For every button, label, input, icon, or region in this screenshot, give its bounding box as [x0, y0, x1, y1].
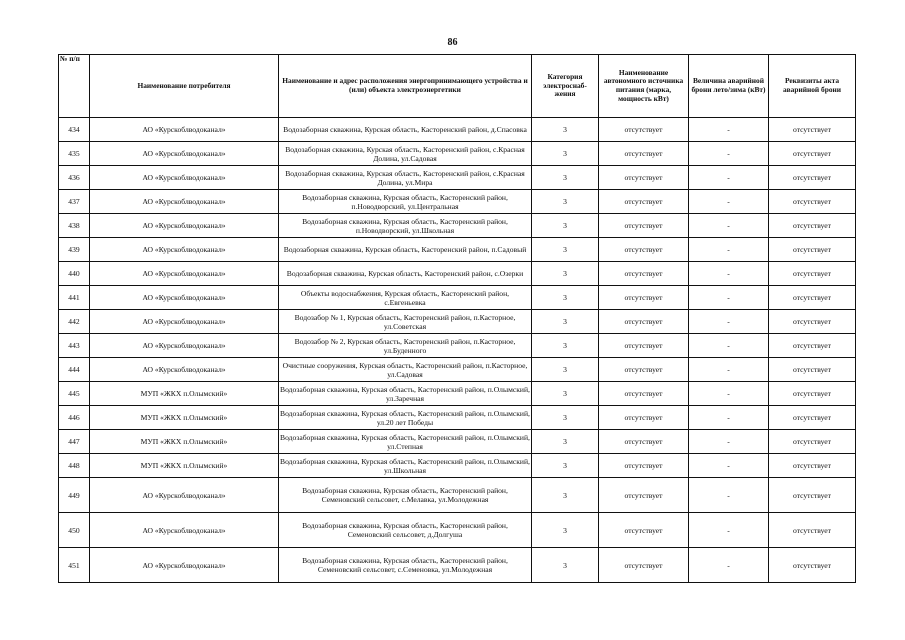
table-header-row [59, 55, 856, 118]
table-row [59, 478, 856, 513]
header-num: № п/п [59, 55, 90, 118]
table-row [59, 166, 856, 190]
cell-num: 450 [59, 513, 90, 548]
cell-consumer: МУП «ЖКХ п.Олымский» [90, 382, 279, 406]
cell-autonomous: отсутствует [599, 334, 689, 358]
cell-reserve: - [689, 166, 769, 190]
cell-autonomous: отсутствует [599, 513, 689, 548]
cell-object: Водозаборная скважина, Курская область, Касторенский район, п.Олымский, ул.Заречная [279, 382, 532, 406]
cell-autonomous: отсутствует [599, 262, 689, 286]
cell-act: отсутствует [769, 166, 856, 190]
header-autonomous: Наименование автономного источника питания (марка, мощность кВт) [599, 55, 689, 118]
cell-reserve: - [689, 286, 769, 310]
cell-act: отсутствует [769, 478, 856, 513]
cell-reserve: - [689, 478, 769, 513]
page-number: 86 [447, 37, 458, 48]
cell-category: 3 [532, 406, 599, 430]
cell-act: отсутствует [769, 358, 856, 382]
cell-num: 449 [59, 478, 90, 513]
header-act: Реквизиты акта аварийной брони [769, 55, 856, 118]
cell-act: отсутствует [769, 430, 856, 454]
table-row [59, 262, 856, 286]
cell-act: отсутствует [769, 513, 856, 548]
cell-consumer: МУП «ЖКХ п.Олымский» [90, 430, 279, 454]
cell-act: отсутствует [769, 190, 856, 214]
cell-act: отсутствует [769, 334, 856, 358]
cell-reserve: - [689, 454, 769, 478]
cell-consumer: АО «Курскоблводоканал» [90, 214, 279, 238]
cell-autonomous: отсутствует [599, 406, 689, 430]
cell-consumer: МУП «ЖКХ п.Олымский» [90, 406, 279, 430]
cell-reserve: - [689, 548, 769, 583]
cell-autonomous: отсутствует [599, 478, 689, 513]
cell-category: 3 [532, 548, 599, 583]
table-body [59, 118, 856, 583]
cell-act: отсутствует [769, 142, 856, 166]
cell-reserve: - [689, 334, 769, 358]
cell-category: 3 [532, 334, 599, 358]
header-category: Категория электроснаб-жения [532, 55, 599, 118]
table-row [59, 382, 856, 406]
cell-consumer: АО «Курскоблводоканал» [90, 118, 279, 142]
cell-num: 441 [59, 286, 90, 310]
cell-object: Водозаборная скважина, Курская область, Касторенский район, п.Садовый [279, 238, 532, 262]
cell-object: Очистные сооружения, Курская область, Касторенский район, п.Касторное, ул.Садовая [279, 358, 532, 382]
cell-num: 434 [59, 118, 90, 142]
cell-consumer: АО «Курскоблводоканал» [90, 478, 279, 513]
cell-consumer: МУП «ЖКХ п.Олымский» [90, 454, 279, 478]
cell-category: 3 [532, 262, 599, 286]
cell-num: 444 [59, 358, 90, 382]
cell-num: 443 [59, 334, 90, 358]
cell-num: 435 [59, 142, 90, 166]
cell-autonomous: отсутствует [599, 190, 689, 214]
cell-autonomous: отсутствует [599, 454, 689, 478]
cell-object: Водозаборная скважина, Курская область, Касторенский район, с.Красная Долина, ул.Садовая [279, 142, 532, 166]
table-row [59, 358, 856, 382]
table-row [59, 118, 856, 142]
table-row [59, 142, 856, 166]
cell-object: Объекты водоснабжения, Курская область, Касторенский район, с.Евгеньевка [279, 286, 532, 310]
table-row [59, 454, 856, 478]
cell-reserve: - [689, 358, 769, 382]
cell-act: отсутствует [769, 118, 856, 142]
cell-num: 447 [59, 430, 90, 454]
cell-consumer: АО «Курскоблводоканал» [90, 166, 279, 190]
cell-num: 437 [59, 190, 90, 214]
cell-reserve: - [689, 262, 769, 286]
cell-num: 439 [59, 238, 90, 262]
cell-act: отсутствует [769, 262, 856, 286]
cell-consumer: АО «Курскоблводоканал» [90, 513, 279, 548]
cell-autonomous: отсутствует [599, 118, 689, 142]
cell-object: Водозаборная скважина, Курская область, Касторенский район, п.Новодворский, ул.Центральная [279, 190, 532, 214]
cell-autonomous: отсутствует [599, 286, 689, 310]
cell-reserve: - [689, 142, 769, 166]
cell-act: отсутствует [769, 310, 856, 334]
cell-reserve: - [689, 190, 769, 214]
cell-category: 3 [532, 382, 599, 406]
energy-consumers-table [58, 54, 856, 583]
table-row [59, 214, 856, 238]
cell-category: 3 [532, 118, 599, 142]
table-row [59, 430, 856, 454]
cell-act: отсутствует [769, 406, 856, 430]
cell-reserve: - [689, 430, 769, 454]
cell-category: 3 [532, 513, 599, 548]
cell-object: Водозаборная скважина, Курская область, Касторенский район, Семеновский сельсовет, д.Долгуша [279, 513, 532, 548]
cell-reserve: - [689, 214, 769, 238]
cell-num: 446 [59, 406, 90, 430]
header-reserve: Величина аварийной брони лето/зима (кВт) [689, 55, 769, 118]
cell-object: Водозаборная скважина, Курская область, Касторенский район, п.Олымский, ул.Школьная [279, 454, 532, 478]
cell-num: 438 [59, 214, 90, 238]
cell-act: отсутствует [769, 238, 856, 262]
cell-num: 440 [59, 262, 90, 286]
cell-reserve: - [689, 238, 769, 262]
cell-autonomous: отсутствует [599, 142, 689, 166]
cell-category: 3 [532, 238, 599, 262]
cell-autonomous: отсутствует [599, 548, 689, 583]
cell-act: отсутствует [769, 214, 856, 238]
table-row [59, 334, 856, 358]
cell-object: Водозаборная скважина, Курская область, Касторенский район, д.Спасовка [279, 118, 532, 142]
table-row [59, 238, 856, 262]
table-row [59, 406, 856, 430]
cell-object: Водозаборная скважина, Курская область, Касторенский район, с.Красная Долина, ул.Мира [279, 166, 532, 190]
cell-object: Водозаборная скважина, Курская область, Касторенский район, п.Олымский, ул.20 лет Победы [279, 406, 532, 430]
cell-consumer: АО «Курскоблводоканал» [90, 334, 279, 358]
cell-num: 442 [59, 310, 90, 334]
cell-consumer: АО «Курскоблводоканал» [90, 190, 279, 214]
cell-object: Водозабор № 2, Курская область, Касторенский район, п.Касторное, ул.Буденного [279, 334, 532, 358]
cell-object: Водозабор № 1, Курская область, Касторенский район, п.Касторное, ул.Советская [279, 310, 532, 334]
cell-num: 451 [59, 548, 90, 583]
cell-category: 3 [532, 190, 599, 214]
cell-autonomous: отсутствует [599, 238, 689, 262]
cell-category: 3 [532, 310, 599, 334]
cell-reserve: - [689, 118, 769, 142]
cell-num: 448 [59, 454, 90, 478]
cell-category: 3 [532, 214, 599, 238]
cell-num: 436 [59, 166, 90, 190]
cell-consumer: АО «Курскоблводоканал» [90, 238, 279, 262]
header-consumer: Наименование потребителя [90, 55, 279, 118]
cell-act: отсутствует [769, 286, 856, 310]
cell-category: 3 [532, 430, 599, 454]
header-object: Наименование и адрес расположения энергопринимающего устройства и (или) объекта электроэнергетики [279, 55, 532, 118]
cell-category: 3 [532, 454, 599, 478]
cell-autonomous: отсутствует [599, 358, 689, 382]
cell-autonomous: отсутствует [599, 430, 689, 454]
cell-act: отсутствует [769, 382, 856, 406]
cell-consumer: АО «Курскоблводоканал» [90, 548, 279, 583]
cell-num: 445 [59, 382, 90, 406]
cell-object: Водозаборная скважина, Курская область, Касторенский район, Семеновский сельсовет, с.Семеновка, ул.Молодежная [279, 548, 532, 583]
cell-consumer: АО «Курскоблводоканал» [90, 142, 279, 166]
cell-category: 3 [532, 286, 599, 310]
table-row [59, 286, 856, 310]
cell-consumer: АО «Курскоблводоканал» [90, 310, 279, 334]
cell-consumer: АО «Курскоблводоканал» [90, 358, 279, 382]
cell-reserve: - [689, 513, 769, 548]
cell-category: 3 [532, 142, 599, 166]
cell-object: Водозаборная скважина, Курская область, Касторенский район, с.Озерки [279, 262, 532, 286]
cell-autonomous: отсутствует [599, 214, 689, 238]
cell-autonomous: отсутствует [599, 310, 689, 334]
table-row [59, 190, 856, 214]
cell-consumer: АО «Курскоблводоканал» [90, 286, 279, 310]
cell-category: 3 [532, 358, 599, 382]
cell-object: Водозаборная скважина, Курская область, Касторенский район, Семеновский сельсовет, с.Мелавка, ул.Молодежная [279, 478, 532, 513]
cell-act: отсутствует [769, 548, 856, 583]
table-row [59, 548, 856, 583]
cell-object: Водозаборная скважина, Курская область, Касторенский район, п.Олымский, ул.Степная [279, 430, 532, 454]
cell-autonomous: отсутствует [599, 382, 689, 406]
cell-autonomous: отсутствует [599, 166, 689, 190]
cell-category: 3 [532, 166, 599, 190]
cell-reserve: - [689, 310, 769, 334]
cell-consumer: АО «Курскоблводоканал» [90, 262, 279, 286]
cell-reserve: - [689, 406, 769, 430]
cell-act: отсутствует [769, 454, 856, 478]
cell-object: Водозаборная скважина, Курская область, Касторенский район, п.Новодворский, ул.Школьная [279, 214, 532, 238]
cell-category: 3 [532, 478, 599, 513]
table-row [59, 310, 856, 334]
cell-reserve: - [689, 382, 769, 406]
table-row [59, 513, 856, 548]
